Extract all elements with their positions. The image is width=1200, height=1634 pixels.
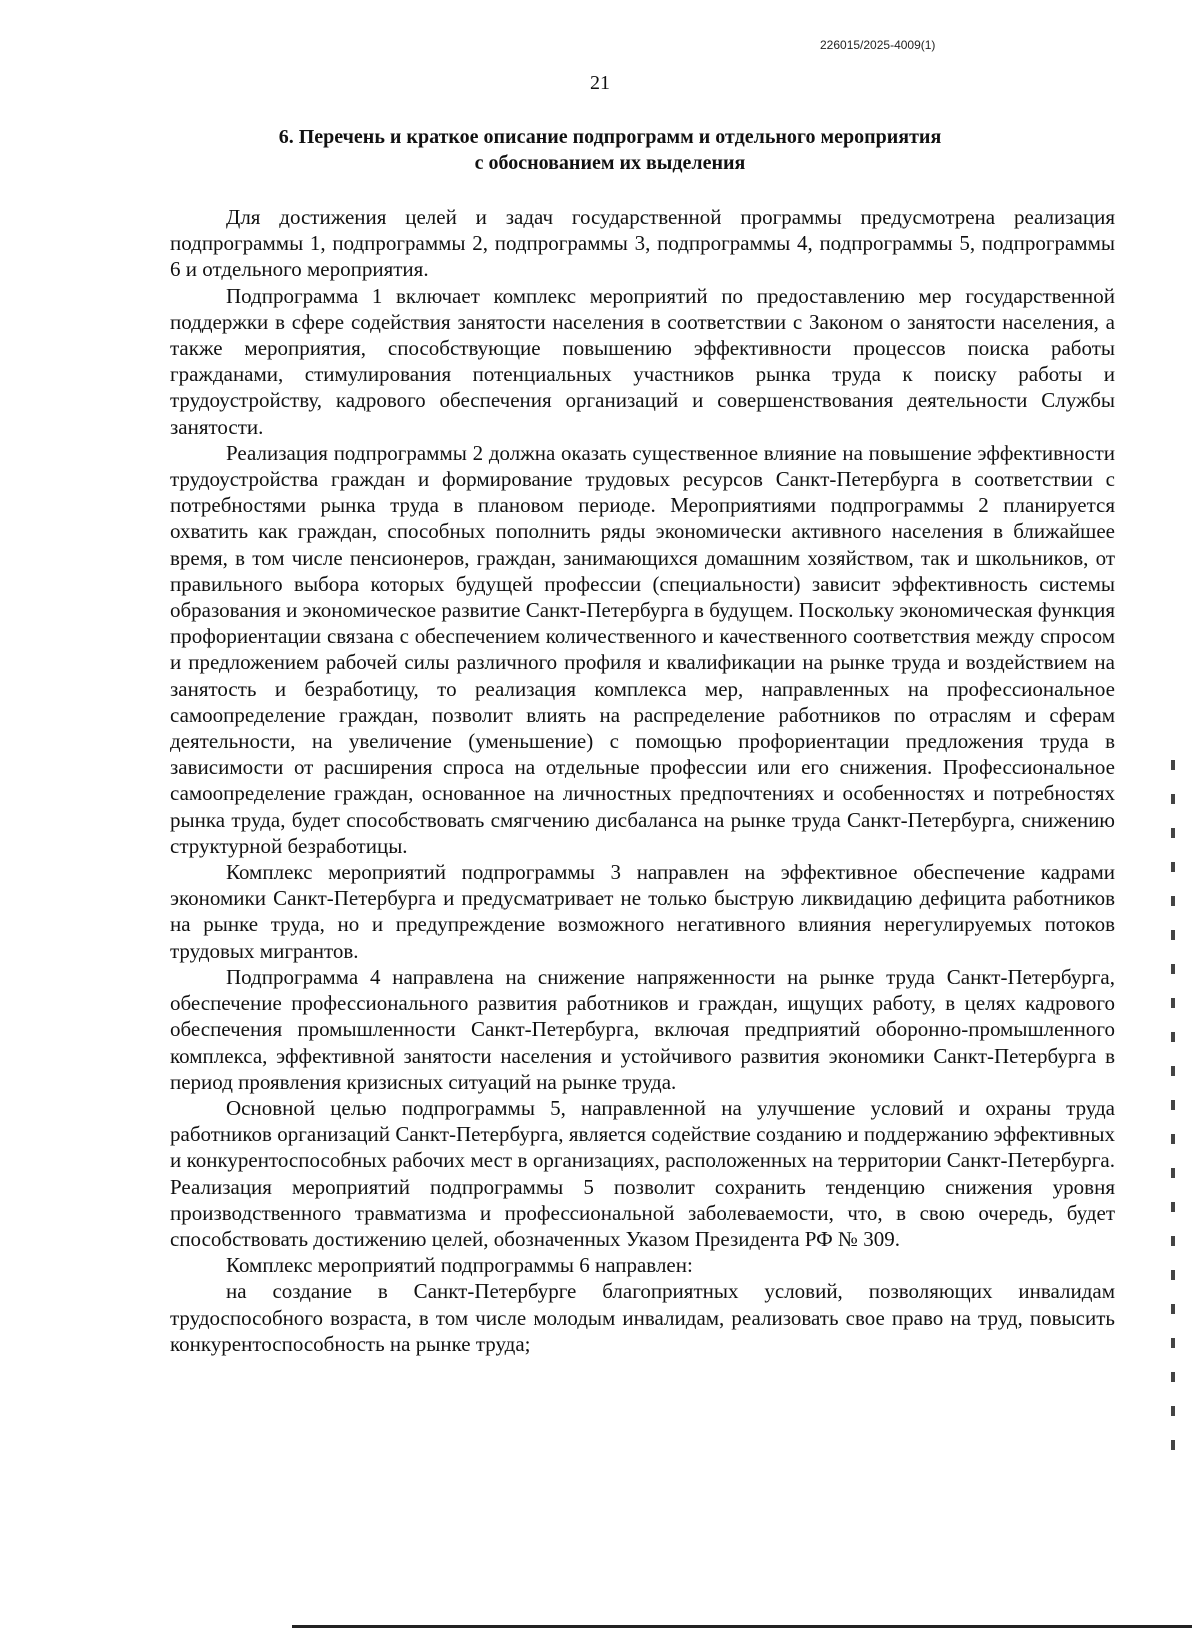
section-heading-line-1: 6. Перечень и краткое описание подпрограмм и отдельного мероприятия [278,126,942,148]
paragraph: Для достижения целей и задач государственной программы предусмотрена реализация подпрограммы 1, подпрограммы 2, подпрограммы 3, подпрограммы 4, подпрограммы 5, подпрограммы 6 и отдельного мероприятия. [170,205,1115,282]
page-number: 21 [590,72,610,94]
paragraph: Комплекс мероприятий подпрограммы 3 направлен на эффективное обеспечение кадрами экономики Санкт-Петербурга и предусматривает не только быструю ликвидацию дефицита работников на рынке труда, но и предупреждение возможного негативного влияния нерегулируемых потоков трудовых мигрантов. [170,860,1115,963]
document-number: 226015/2025-4009(1) [820,38,936,52]
paragraph: Подпрограмма 1 включает комплекс мероприятий по предоставлению мер государственной поддержки в сфере содействия занятости населения в соответствии с Законом о занятости населения, а также мероприятия, способствующие повышению эффективности процессов поиска работы гражданами, стимулирования потенциальных участников рынка труда к поиску работы и трудоустройству, кадрового обеспечения организаций и совершенствования деятельности Службы занятости. [170,283,1115,439]
bottom-rule [292,1625,1192,1628]
document-body [170,204,1115,1357]
section-heading-line-2: с обоснованием их выделения [474,152,746,174]
paragraph: Комплекс мероприятий подпрограммы 6 направлен: [226,1253,693,1278]
scan-margin-marks [1171,760,1175,1460]
section-heading [170,124,1050,176]
paragraph: на создание в Санкт-Петербурге благоприятных условий, позволяющих инвалидам трудоспособного возраста, в том числе молодым инвалидам, реализовать свое право на труд, повысить конкурентоспособность на рынке труда; [170,1279,1115,1356]
paragraph: Реализация подпрограммы 2 должна оказать существенное влияние на повышение эффективности трудоустройства граждан и формирование трудовых ресурсов Санкт-Петербурга в соответствии с потребностями рынка труда в плановом периоде. Мероприятиями подпрограммы 2 планируется охватить как граждан, способных пополнить ряды экономически активного населения в ближайшее время, в том числе пенсионеров, граждан, занимающихся домашним хозяйством, так и школьников, от правильного выбора которых будущей профессии (специальности) зависит эффективность системы образования и экономическое развитие Санкт-Петербурга в будущем. Поскольку экономическая функция профориентации связана с обеспечением количественного и качественного соответствия между спросом и предложением рабочей силы различного профиля и квалификации на рынке труда и воздействием на занятость и безработицу, то реализация комплекса мер, направленных на профессиональное самоопределение граждан, позволит влиять на распределение работников по отраслям и сферам деятельности, на увеличение (уменьшение) с помощью профориентации предложения труда в зависимости от расширения спроса на отдельные профессии или его снижения. Профессиональное самоопределение граждан, основанное на личностных предпочтениях и особенностях и потребностях рынка труда, будет способствовать смягчению дисбаланса на рынке труда Санкт-Петербурга, снижению структурной безработицы. [170,440,1115,858]
paragraph: Основной целью подпрограммы 5, направленной на улучшение условий и охраны труда работников организаций Санкт-Петербурга, является содействие созданию и поддержанию эффективных и конкурентоспособных рабочих мест в организациях, расположенных на территории Санкт-Петербурга. Реализация мероприятий подпрограммы 5 позволит сохранить тенденцию снижения уровня производственного травматизма и профессиональной заболеваемости, что, в свою очередь, будет способствовать достижению целей, обозначенных Указом Президента РФ № 309. [170,1095,1115,1251]
paragraph: Подпрограмма 4 направлена на снижение напряженности на рынке труда Санкт-Петербурга, обеспечение профессионального развития работников и граждан, ищущих работу, в целях кадрового обеспечения промышленности Санкт-Петербурга, включая предприятий оборонно-промышленного комплекса, эффективной занятости населения и устойчивого развития экономики Санкт-Петербурга в период проявления кризисных ситуаций на рынке труда. [170,964,1115,1094]
